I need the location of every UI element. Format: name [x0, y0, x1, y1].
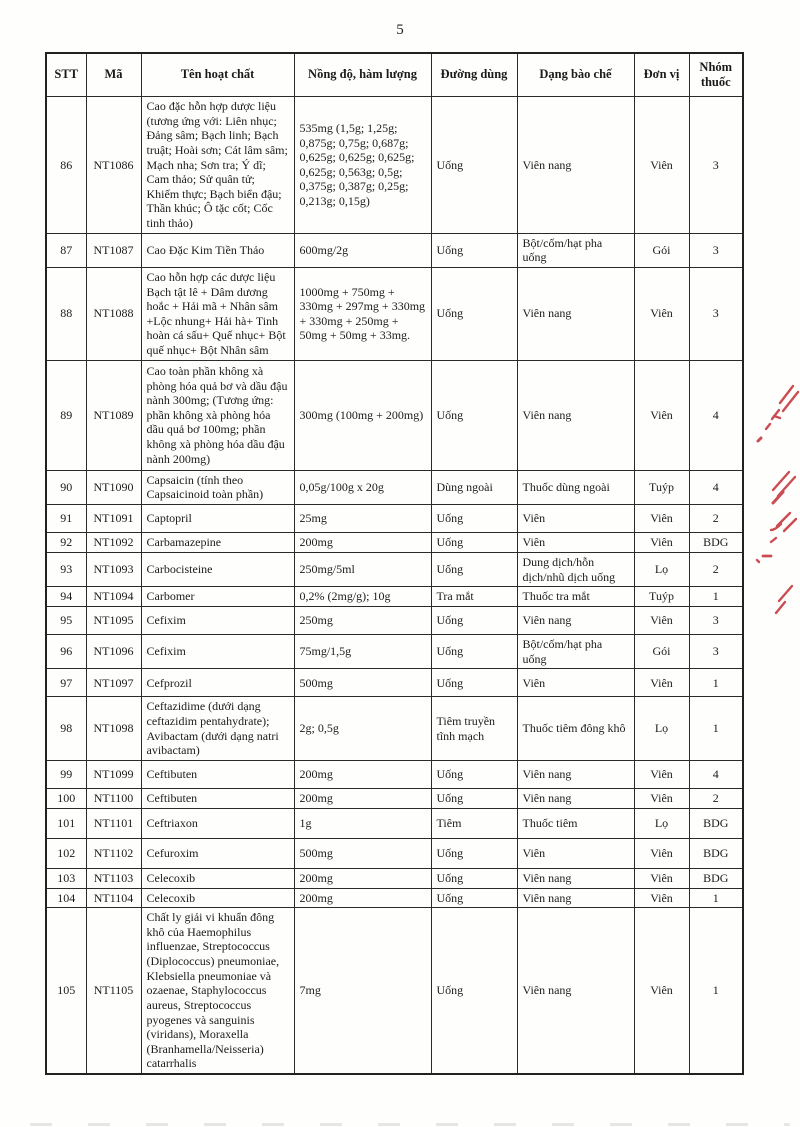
- cell-duong-dung: Uống: [431, 607, 517, 635]
- cell-don-vi: Gói: [634, 233, 689, 267]
- page-number: 5: [396, 22, 404, 38]
- cell-ten-hoat-chat: Cao đặc hỗn hợp dược liệu (tương ứng với: Liên nhục; Đảng sâm; Bạch linh; Bạch truật; Hoài sơn; Cát lâm sâm; Mạch nha; Sơn tra; Ý dĩ; Cam thảo; Sử quân tử; Khiếm thực; Bạch biển đậu; Thần khúc; Ô tặc cốt; Cốc tinh thảo): [141, 97, 294, 234]
- cell-nong-do: 200mg: [294, 532, 431, 552]
- cell-nhom-thuoc: 3: [689, 635, 743, 669]
- cell-dang-bao-che: Viên: [517, 669, 634, 697]
- cell-nong-do: 535mg (1,5g; 1,25g; 0,875g; 0,75g; 0,687g; 0,625g; 0,625g; 0,625g; 0,625g; 0,563g; 0,5g; 0,375g; 0,387g; 0,25g; 0,213g; 0,15g): [294, 97, 431, 234]
- cell-ma: NT1099: [86, 760, 141, 788]
- cell-ten-hoat-chat: Carbocisteine: [141, 552, 294, 586]
- cell-ma: NT1094: [86, 587, 141, 607]
- cell-dang-bao-che: Bột/cốm/hạt pha uống: [517, 233, 634, 267]
- cell-nong-do: 200mg: [294, 868, 431, 888]
- cell-nhom-thuoc: BDG: [689, 808, 743, 838]
- cell-stt: 88: [46, 267, 86, 360]
- cell-nhom-thuoc: 4: [689, 760, 743, 788]
- header-ten-hoat-chat: Tên hoạt chất: [141, 53, 294, 97]
- cell-duong-dung: Uống: [431, 908, 517, 1074]
- cell-don-vi: Lọ: [634, 697, 689, 761]
- cell-don-vi: Viên: [634, 868, 689, 888]
- cell-ten-hoat-chat: Capsaicin (tính theo Capsaicinoid toàn phần): [141, 470, 294, 504]
- cell-don-vi: Viên: [634, 908, 689, 1074]
- header-nhom-thuoc: Nhóm thuốc: [689, 53, 743, 97]
- cell-nhom-thuoc: 4: [689, 360, 743, 470]
- table-row: [46, 233, 743, 267]
- cell-nhom-thuoc: 1: [689, 888, 743, 908]
- header-ma: Mã: [86, 53, 141, 97]
- cell-nong-do: 250mg/5ml: [294, 552, 431, 586]
- table-row: [46, 267, 743, 360]
- cell-dang-bao-che: Viên nang: [517, 97, 634, 234]
- cell-ten-hoat-chat: Cefprozil: [141, 669, 294, 697]
- cell-nhom-thuoc: 3: [689, 607, 743, 635]
- cell-duong-dung: Uống: [431, 635, 517, 669]
- cell-nhom-thuoc: BDG: [689, 532, 743, 552]
- table-row: [46, 360, 743, 470]
- cell-ten-hoat-chat: Ceftriaxon: [141, 808, 294, 838]
- cell-nhom-thuoc: 1: [689, 669, 743, 697]
- cell-dang-bao-che: Bột/cốm/hạt pha uống: [517, 635, 634, 669]
- cell-stt: 94: [46, 587, 86, 607]
- cell-ma: NT1090: [86, 470, 141, 504]
- cell-stt: 91: [46, 504, 86, 532]
- cell-nong-do: 1000mg + 750mg + 330mg + 297mg + 330mg + 330mg + 250mg + 50mg + 50mg + 33mg.: [294, 267, 431, 360]
- cell-nhom-thuoc: 1: [689, 587, 743, 607]
- cell-ma: NT1087: [86, 233, 141, 267]
- cell-ma: NT1093: [86, 552, 141, 586]
- cell-nong-do: 25mg: [294, 504, 431, 532]
- table-row: [46, 697, 743, 761]
- cell-ten-hoat-chat: Cao Đặc Kim Tiền Thảo: [141, 233, 294, 267]
- cell-don-vi: Viên: [634, 97, 689, 234]
- table-row: [46, 888, 743, 908]
- cell-ma: NT1102: [86, 838, 141, 868]
- table-row: [46, 808, 743, 838]
- cell-don-vi: Viên: [634, 607, 689, 635]
- cell-nong-do: 600mg/2g: [294, 233, 431, 267]
- cell-nong-do: 200mg: [294, 888, 431, 908]
- cell-ma: NT1095: [86, 607, 141, 635]
- cell-nhom-thuoc: 2: [689, 504, 743, 532]
- cell-nong-do: 75mg/1,5g: [294, 635, 431, 669]
- cell-duong-dung: Dùng ngoài: [431, 470, 517, 504]
- cell-ten-hoat-chat: Cao toàn phần không xà phòng hóa quả bơ và dầu đậu nành 300mg; (Tương ứng: phần không xà phòng hóa dầu quả bơ 100mg; phần không xà phòng hóa dầu đậu nành 200mg): [141, 360, 294, 470]
- cell-don-vi: Viên: [634, 669, 689, 697]
- cell-ten-hoat-chat: Celecoxib: [141, 868, 294, 888]
- cell-don-vi: Viên: [634, 504, 689, 532]
- cell-ma: NT1086: [86, 97, 141, 234]
- table-row: [46, 532, 743, 552]
- table-row: [46, 470, 743, 504]
- cell-nong-do: 1g: [294, 808, 431, 838]
- cell-dang-bao-che: Viên: [517, 532, 634, 552]
- table-row: [46, 868, 743, 888]
- cell-nhom-thuoc: 1: [689, 908, 743, 1074]
- cell-don-vi: Lọ: [634, 808, 689, 838]
- cell-duong-dung: Uống: [431, 97, 517, 234]
- cell-nhom-thuoc: 2: [689, 552, 743, 586]
- table-row: [46, 908, 743, 1074]
- cell-nong-do: 250mg: [294, 607, 431, 635]
- cell-nhom-thuoc: BDG: [689, 868, 743, 888]
- cell-ten-hoat-chat: Ceftibuten: [141, 788, 294, 808]
- header-stt: STT: [46, 53, 86, 97]
- cell-nhom-thuoc: 2: [689, 788, 743, 808]
- cell-don-vi: Viên: [634, 838, 689, 868]
- cell-don-vi: Viên: [634, 760, 689, 788]
- cell-stt: 89: [46, 360, 86, 470]
- cell-don-vi: Lọ: [634, 552, 689, 586]
- table-row: [46, 97, 743, 234]
- cell-ten-hoat-chat: Carbamazepine: [141, 532, 294, 552]
- cell-stt: 98: [46, 697, 86, 761]
- cell-stt: 87: [46, 233, 86, 267]
- cell-don-vi: Viên: [634, 888, 689, 908]
- cell-nhom-thuoc: BDG: [689, 838, 743, 868]
- cell-don-vi: Tuýp: [634, 470, 689, 504]
- cell-ten-hoat-chat: Ceftibuten: [141, 760, 294, 788]
- table-row: [46, 838, 743, 868]
- cell-nhom-thuoc: 3: [689, 97, 743, 234]
- cell-nong-do: 0,05g/100g x 20g: [294, 470, 431, 504]
- cell-stt: 99: [46, 760, 86, 788]
- cell-dang-bao-che: Viên: [517, 504, 634, 532]
- cell-dang-bao-che: Thuốc tiêm đông khô: [517, 697, 634, 761]
- cell-ten-hoat-chat: Chất ly giải vi khuẩn đông khô của Haemophilus influenzae, Streptococcus (Diplococcus) pneumoniae, Klebsiella pneumoniae và ozaenae, Staphylococcus aureus, Streptococcus pyogenes và sanguinis (viridans), Moraxella (Branhamella/Neisseria) catarrhalis: [141, 908, 294, 1074]
- cell-ma: NT1105: [86, 908, 141, 1074]
- table-row: [46, 552, 743, 586]
- cell-ma: NT1091: [86, 504, 141, 532]
- cell-dang-bao-che: Viên nang: [517, 888, 634, 908]
- table-row: [46, 788, 743, 808]
- cell-ma: NT1100: [86, 788, 141, 808]
- cell-ten-hoat-chat: Captopril: [141, 504, 294, 532]
- cell-ten-hoat-chat: Cefixim: [141, 607, 294, 635]
- cell-nong-do: 500mg: [294, 838, 431, 868]
- cell-ten-hoat-chat: Ceftazidime (dưới dạng ceftazidim pentahydrate); Avibactam (dưới dạng natri avibactam): [141, 697, 294, 761]
- cell-ma: NT1089: [86, 360, 141, 470]
- cell-nhom-thuoc: 4: [689, 470, 743, 504]
- cell-don-vi: Viên: [634, 532, 689, 552]
- cell-dang-bao-che: Viên: [517, 838, 634, 868]
- cell-don-vi: Gói: [634, 635, 689, 669]
- cell-duong-dung: Uống: [431, 868, 517, 888]
- red-ink-marks: [743, 380, 800, 625]
- cell-dang-bao-che: Dung dịch/hỗn dịch/nhũ dịch uống: [517, 552, 634, 586]
- cell-ma: NT1104: [86, 888, 141, 908]
- cell-dang-bao-che: Viên nang: [517, 267, 634, 360]
- cell-dang-bao-che: Viên nang: [517, 360, 634, 470]
- cell-dang-bao-che: Viên nang: [517, 868, 634, 888]
- cell-dang-bao-che: Viên nang: [517, 607, 634, 635]
- cell-ten-hoat-chat: Cefixim: [141, 635, 294, 669]
- cell-duong-dung: Tra mắt: [431, 587, 517, 607]
- cell-stt: 97: [46, 669, 86, 697]
- cell-nong-do: 500mg: [294, 669, 431, 697]
- cell-dang-bao-che: Viên nang: [517, 908, 634, 1074]
- cell-dang-bao-che: Thuốc tra mắt: [517, 587, 634, 607]
- cell-stt: 96: [46, 635, 86, 669]
- table-row: [46, 587, 743, 607]
- cell-ma: NT1092: [86, 532, 141, 552]
- cell-ma: NT1097: [86, 669, 141, 697]
- header-don-vi: Đơn vị: [634, 53, 689, 97]
- cell-duong-dung: Uống: [431, 760, 517, 788]
- cell-duong-dung: Uống: [431, 552, 517, 586]
- cell-nhom-thuoc: 3: [689, 267, 743, 360]
- cell-stt: 92: [46, 532, 86, 552]
- table-row: [46, 669, 743, 697]
- cell-ma: NT1103: [86, 868, 141, 888]
- cell-ten-hoat-chat: Cao hỗn hợp các dược liệu Bạch tật lê + Dâm dương hoắc + Hải mã + Nhân sâm +Lộc nhung+ Hải hà+ Tinh hoàn cá sấu+ Quế nhục+ Bột quế nhục+ Bột Nhân sâm: [141, 267, 294, 360]
- cell-duong-dung: Uống: [431, 504, 517, 532]
- table-row: [46, 607, 743, 635]
- cell-ten-hoat-chat: Cefuroxim: [141, 838, 294, 868]
- table-row: [46, 635, 743, 669]
- cell-nong-do: 2g; 0,5g: [294, 697, 431, 761]
- cell-don-vi: Viên: [634, 788, 689, 808]
- header-dang-bao-che: Dạng bào chế: [517, 53, 634, 97]
- header-nong-do: Nồng độ, hàm lượng: [294, 53, 431, 97]
- drug-table: [45, 52, 744, 1075]
- cell-nhom-thuoc: 3: [689, 233, 743, 267]
- cell-stt: 90: [46, 470, 86, 504]
- cell-nong-do: 0,2% (2mg/g); 10g: [294, 587, 431, 607]
- cell-stt: 105: [46, 908, 86, 1074]
- cell-stt: 102: [46, 838, 86, 868]
- cell-don-vi: Viên: [634, 360, 689, 470]
- table-body: [46, 97, 743, 1075]
- cell-duong-dung: Uống: [431, 838, 517, 868]
- cell-stt: 101: [46, 808, 86, 838]
- cell-duong-dung: Tiêm truyền tĩnh mạch: [431, 697, 517, 761]
- cell-nong-do: 300mg (100mg + 200mg): [294, 360, 431, 470]
- cell-duong-dung: Uống: [431, 233, 517, 267]
- cell-stt: 93: [46, 552, 86, 586]
- cell-stt: 104: [46, 888, 86, 908]
- cell-ten-hoat-chat: Carbomer: [141, 587, 294, 607]
- table-row: [46, 504, 743, 532]
- cell-duong-dung: Uống: [431, 532, 517, 552]
- cell-ma: NT1098: [86, 697, 141, 761]
- cell-ma: NT1096: [86, 635, 141, 669]
- header-duong-dung: Đường dùng: [431, 53, 517, 97]
- cell-dang-bao-che: Thuốc tiêm: [517, 808, 634, 838]
- cell-duong-dung: Uống: [431, 888, 517, 908]
- cell-nhom-thuoc: 1: [689, 697, 743, 761]
- cell-don-vi: Viên: [634, 267, 689, 360]
- cell-stt: 100: [46, 788, 86, 808]
- table-header: [46, 53, 743, 97]
- cell-dang-bao-che: Thuốc dùng ngoài: [517, 470, 634, 504]
- cell-nong-do: 7mg: [294, 908, 431, 1074]
- header-row: [46, 53, 743, 97]
- cell-stt: 103: [46, 868, 86, 888]
- cell-stt: 86: [46, 97, 86, 234]
- cell-nong-do: 200mg: [294, 760, 431, 788]
- cell-dang-bao-che: Viên nang: [517, 760, 634, 788]
- table-row: [46, 760, 743, 788]
- cell-ten-hoat-chat: Celecoxib: [141, 888, 294, 908]
- scan-artifact: [30, 1123, 790, 1126]
- cell-duong-dung: Uống: [431, 267, 517, 360]
- cell-ma: NT1088: [86, 267, 141, 360]
- cell-duong-dung: Uống: [431, 788, 517, 808]
- cell-ma: NT1101: [86, 808, 141, 838]
- cell-stt: 95: [46, 607, 86, 635]
- cell-duong-dung: Uống: [431, 669, 517, 697]
- cell-nong-do: 200mg: [294, 788, 431, 808]
- cell-duong-dung: Uống: [431, 360, 517, 470]
- cell-don-vi: Tuýp: [634, 587, 689, 607]
- cell-duong-dung: Tiêm: [431, 808, 517, 838]
- cell-dang-bao-che: Viên nang: [517, 788, 634, 808]
